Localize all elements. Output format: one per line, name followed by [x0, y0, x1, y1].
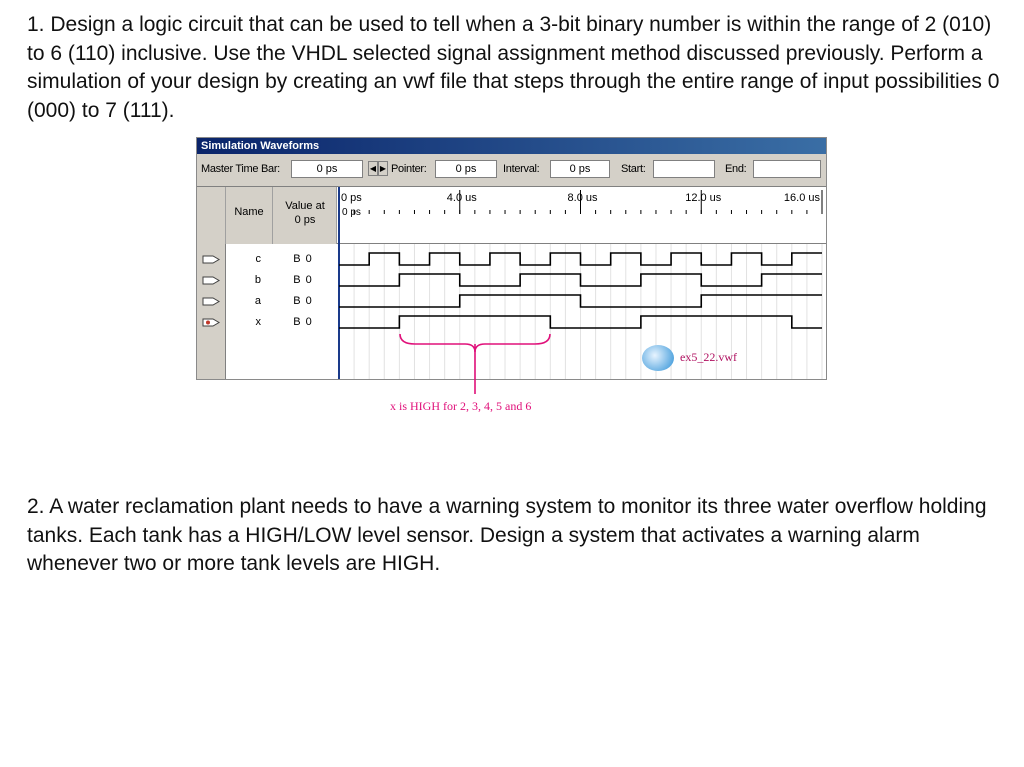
input-pin-icon [202, 275, 220, 286]
question-2-text: 2. A water reclamation plant needs to have a warning system to monitor its three water overflow holding tanks. Each tank has a HIGH/LOW level sensor. Design a system that activates a warning alarm whenever two or more tank levels are HIGH. [27, 495, 987, 575]
time-tick-label: 12.0 us [685, 192, 722, 204]
waveform-c[interactable] [339, 253, 822, 265]
signal-value: B 0 [293, 316, 313, 328]
signal-row-a[interactable] [197, 291, 337, 312]
window-title: Simulation Waveforms [197, 138, 826, 154]
input-pin-icon [202, 254, 220, 265]
output-pin-icon [202, 317, 220, 328]
signal-row-b[interactable] [197, 270, 337, 291]
globe-icon [642, 345, 674, 371]
signal-name: c [255, 253, 261, 265]
signal-value: B 0 [293, 274, 313, 286]
master-time-bar-field[interactable]: 0 ps [291, 160, 363, 178]
time-tick-label: 8.0 us [567, 192, 598, 204]
value-column-header[interactable] [273, 199, 337, 227]
time-tick-label: 4.0 us [446, 192, 477, 204]
master-time-bar-label: Master Time Bar: [201, 163, 280, 175]
file-name: ex5_22.vwf [680, 350, 737, 364]
signal-name: b [254, 274, 261, 286]
signal-list [197, 244, 337, 380]
pointer-field[interactable]: 0 ps [435, 160, 497, 178]
pointer-label: Pointer: [391, 163, 427, 175]
cursor-label: 0 ps [342, 207, 361, 218]
signal-row-c[interactable] [197, 249, 337, 270]
start-field[interactable] [653, 160, 715, 178]
waveform-b[interactable] [339, 274, 822, 286]
value-header-line2: 0 ps [294, 214, 316, 226]
signal-name: x [255, 316, 261, 328]
time-toolbar [197, 154, 826, 185]
name-column-header[interactable]: Name [234, 206, 264, 218]
waveform-a[interactable] [339, 295, 822, 307]
start-label: Start: [621, 163, 646, 175]
time-tick-label: 0 ps [341, 192, 362, 204]
time-tick-label: 16.0 us [783, 192, 820, 204]
question-1-text: 1. Design a logic circuit that can be used to tell when a 3-bit binary number is within the range of 2 (010) to 6 (110) inclusive. Use the VHDL selected signal assignment method discussed previously. Perform a simulation of your design by creating an vwf file that steps through the entire range of input possibilities 0 (000) to 7 (111). [27, 13, 1000, 122]
signal-value: B 0 [293, 253, 313, 265]
signal-row-x[interactable] [197, 312, 337, 333]
value-header-line1: Value at [285, 200, 325, 212]
annotation-text: x is HIGH for 2, 3, 4, 5 and 6 [390, 399, 532, 413]
interval-label: Interval: [503, 163, 540, 175]
end-field[interactable] [753, 160, 821, 178]
end-label: End: [725, 163, 747, 175]
interval-field[interactable]: 0 ps [550, 160, 610, 178]
signal-name: a [254, 295, 261, 307]
signal-value: B 0 [293, 295, 313, 307]
input-pin-icon [202, 296, 220, 307]
next-transition-button[interactable]: ▶ [378, 161, 388, 176]
prev-transition-button[interactable]: ◀ [368, 161, 378, 176]
column-header [197, 187, 337, 245]
